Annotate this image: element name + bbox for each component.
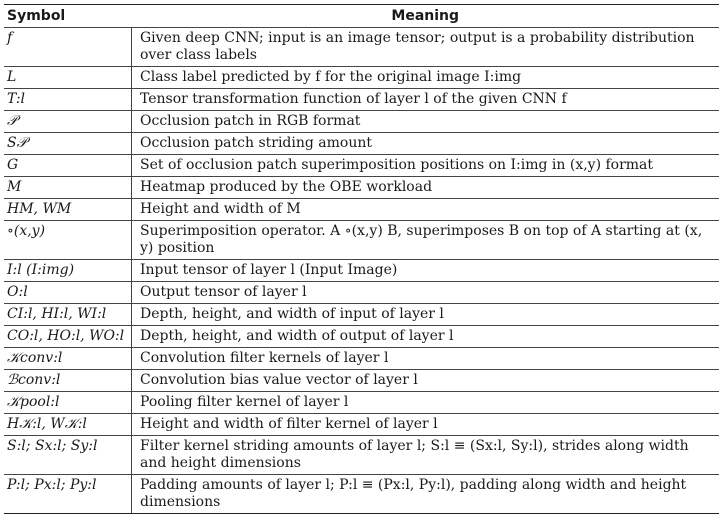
meaning-cell: Filter kernel striding amounts of layer l; S:l ≡ (Sx:l, Sy:l), strides along width and height dimensions (132, 436, 720, 475)
table-row (4, 67, 719, 89)
meaning-cell: Heatmap produced by the OBE workload (132, 177, 720, 199)
meaning-column-header: Meaning (132, 5, 720, 28)
symbol-cell: S:l; Sx:l; Sy:l (4, 436, 132, 475)
notation-table (4, 4, 719, 514)
table-row (4, 221, 719, 260)
table-row (4, 28, 719, 67)
symbol-cell: CO:l, HO:l, WO:l (4, 326, 132, 348)
symbol-cell: I:l (I:img) (4, 260, 132, 282)
symbol-cell: T:l (4, 89, 132, 111)
meaning-cell: Pooling filter kernel of layer l (132, 392, 720, 414)
meaning-cell: Height and width of M (132, 199, 720, 221)
table-row (4, 199, 719, 221)
symbol-cell: O:l (4, 282, 132, 304)
meaning-cell: Height and width of filter kernel of layer l (132, 414, 720, 436)
symbol-cell: HM, WM (4, 199, 132, 221)
table-row (4, 260, 719, 282)
meaning-cell: Convolution filter kernels of layer l (132, 348, 720, 370)
table-row (4, 304, 719, 326)
table-row (4, 111, 719, 133)
meaning-cell: Convolution bias value vector of layer l (132, 370, 720, 392)
meaning-cell: Given deep CNN; input is an image tensor; output is a probability distribution over class labels (132, 28, 720, 67)
table-row (4, 414, 719, 436)
meaning-cell: Output tensor of layer l (132, 282, 720, 304)
table-row (4, 436, 719, 475)
meaning-cell: Set of occlusion patch superimposition positions on I:img in (x,y) format (132, 155, 720, 177)
symbol-cell: ℬconv:l (4, 370, 132, 392)
symbol-cell: 𝒫 (4, 111, 132, 133)
table-row (4, 475, 719, 514)
symbol-cell: 𝒦pool:l (4, 392, 132, 414)
symbol-cell: S𝒫 (4, 133, 132, 155)
table-row (4, 155, 719, 177)
meaning-cell: Padding amounts of layer l; P:l ≡ (Px:l, Py:l), padding along width and height dimensions (132, 475, 720, 514)
symbol-cell: ∘(x,y) (4, 221, 132, 260)
table-row (4, 89, 719, 111)
table-row (4, 326, 719, 348)
meaning-cell: Occlusion patch striding amount (132, 133, 720, 155)
meaning-cell: Class label predicted by f for the original image I:img (132, 67, 720, 89)
symbol-cell: CI:l, HI:l, WI:l (4, 304, 132, 326)
table-row (4, 348, 719, 370)
meaning-cell: Occlusion patch in RGB format (132, 111, 720, 133)
symbol-cell: M (4, 177, 132, 199)
table-row (4, 370, 719, 392)
symbol-cell: f (4, 28, 132, 67)
symbol-column-header: Symbol (4, 5, 132, 28)
meaning-cell: Tensor transformation function of layer l of the given CNN f (132, 89, 720, 111)
table-row (4, 392, 719, 414)
symbol-cell: H𝒦:l, W𝒦:l (4, 414, 132, 436)
meaning-cell: Depth, height, and width of input of layer l (132, 304, 720, 326)
symbol-cell: 𝒦conv:l (4, 348, 132, 370)
table-row (4, 177, 719, 199)
symbol-cell: L (4, 67, 132, 89)
meaning-cell: Depth, height, and width of output of layer l (132, 326, 720, 348)
table-header-row (4, 5, 719, 28)
symbol-cell: G (4, 155, 132, 177)
meaning-cell: Superimposition operator. A ∘(x,y) B, superimposes B on top of A starting at (x, y) position (132, 221, 720, 260)
symbol-cell: P:l; Px:l; Py:l (4, 475, 132, 514)
table-row (4, 133, 719, 155)
table-row (4, 282, 719, 304)
table-body (4, 28, 719, 514)
meaning-cell: Input tensor of layer l (Input Image) (132, 260, 720, 282)
